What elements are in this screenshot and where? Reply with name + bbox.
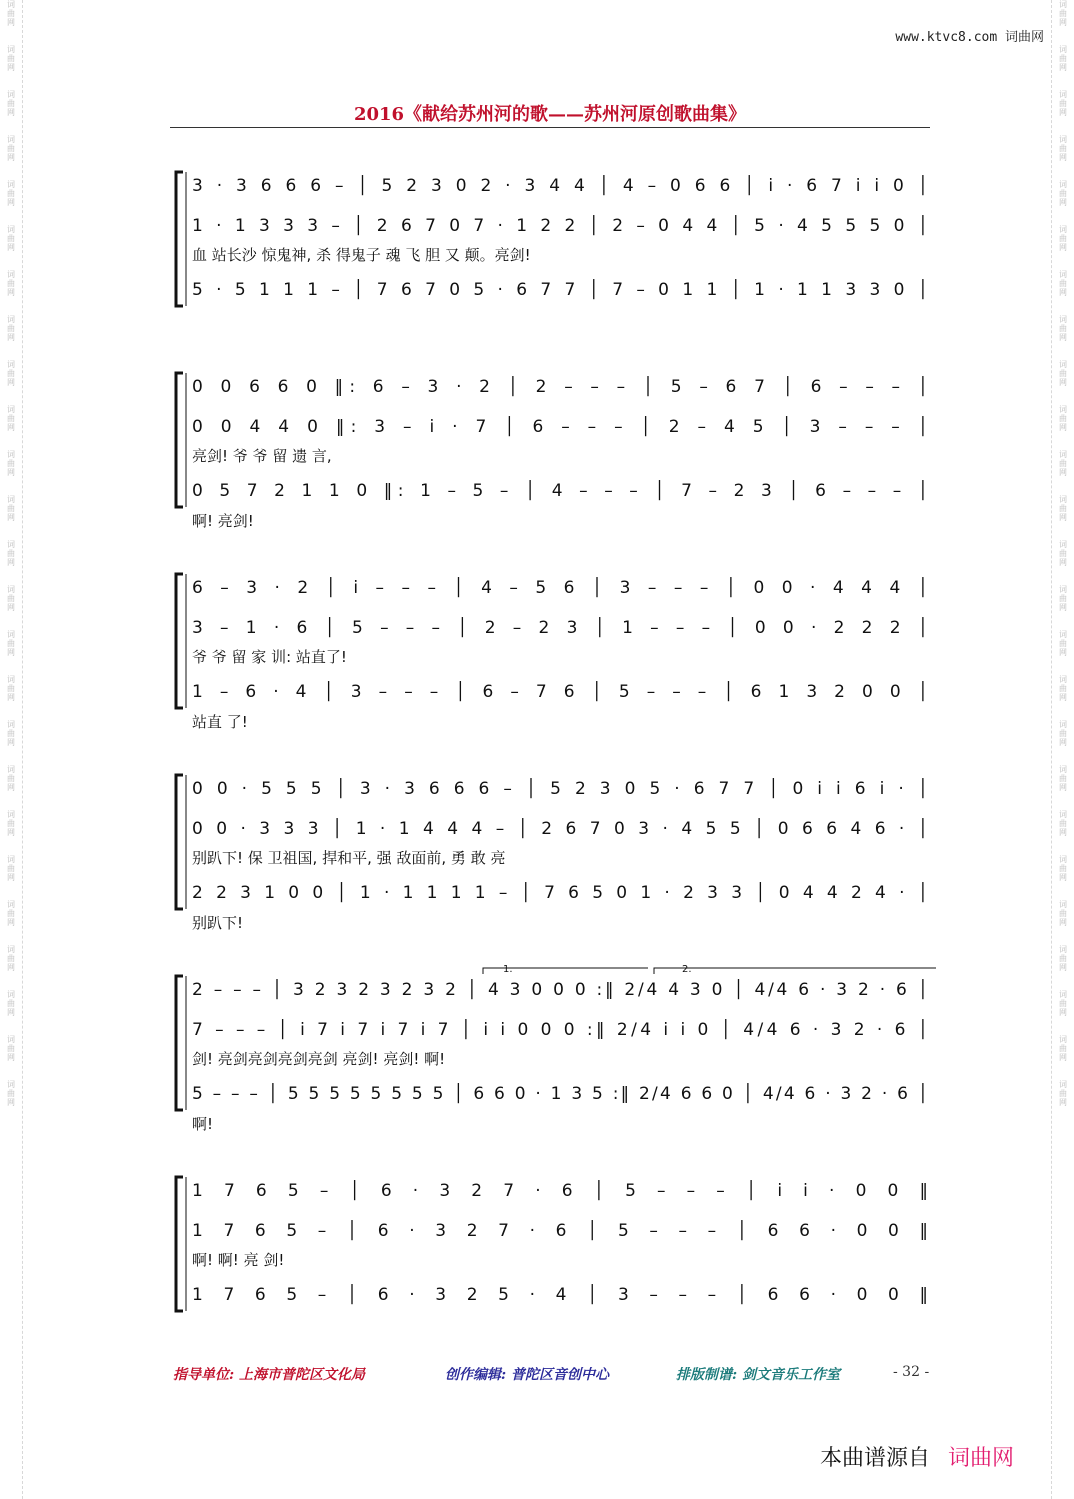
notation-line: 0 0 6 6 0 ‖: 6 – 3 · 2 │ 2 – – – │ 5 – 6 7 │ 6 – – – │	[192, 377, 928, 397]
lyric-line: 啊! 啊! 亮 剑!	[192, 1251, 285, 1269]
notation-line: 3 · 3 6 6 6 – │ 5 2 3 0 2 · 3 4 4 │ 4 – 0 6 6 │ i · 6 7 i i 0 │	[192, 176, 928, 196]
lyric-line: 爷 爷 留 家 训: 站直了!	[192, 648, 347, 666]
lyric-line: 亮剑! 爷 爷 留 遗 言,	[192, 447, 332, 465]
lyric-line: 啊! 亮剑!	[192, 512, 254, 530]
system-brace	[176, 976, 183, 1110]
notation-line: 1 7 6 5 – │ 6 · 3 2 7 · 6 │ 5 – – – │ 6 6 · 0 0 ‖	[192, 1221, 928, 1241]
notation-line: 5 · 5 1 1 1 – │ 7 6 7 0 5 · 6 7 7 │ 7 – 0 1 1 │ 1 · 1 1 3 3 0 │	[192, 280, 929, 300]
volta-1-label: 1.	[503, 964, 513, 975]
lyric-line: 站直 了!	[192, 713, 248, 731]
system-brace	[176, 373, 183, 507]
notation-line: 1 · 1 3 3 3 – │ 2 6 7 0 7 · 1 2 2 │ 2 – 0 4 4 │ 5 · 4 5 5 5 0 │	[192, 216, 929, 236]
notation-line: 0 0 · 5 5 5 │ 3 · 3 6 6 6 – │ 5 2 3 0 5 · 6 7 7 │ 0 i i 6 i · │	[192, 779, 929, 799]
lyric-line: 啊!	[192, 1115, 214, 1133]
notation-line: 0 0 4 4 0 ‖: 3 – i · 7 │ 6 – – – │ 2 – 4 5 │ 3 – – – │	[192, 417, 928, 437]
notation-line: 3 – 1 · 6 │ 5 – – – │ 2 – 2 3 │ 1 – – – │ 0 0 · 2 2 2 │	[192, 618, 928, 638]
source-brand-link[interactable]: 词曲网	[948, 1446, 1015, 1471]
notation-line: 1 7 6 5 – │ 6 · 3 2 5 · 4 │ 3 – – – │ 6 6 · 0 0 ‖	[192, 1285, 928, 1305]
lyric-line: 别趴下! 保 卫祖国, 捍和平, 强 敌面前, 勇 敢 亮	[192, 849, 506, 867]
volta-2-label: 2.	[682, 964, 692, 975]
notation-line: 5 – – – │ 5 5 5 5 5 5 5 5 │ 6 6 0 · 1 3 5 :‖ 2/4 6 6 0 │ 4/4 6 · 3 2 · 6 │	[192, 1084, 928, 1104]
volta-bracket	[654, 968, 936, 974]
notation-line: 2 – – – │ 3 2 3 2 3 2 3 2 │ 4 3 0 0 0 :‖ 2/4 4 3 0 │ 4/4 6 · 3 2 · 6 │	[192, 980, 929, 1000]
system-brace	[176, 775, 183, 909]
notation-line: 1 – 6 · 4 │ 3 – – – │ 6 – 7 6 │ 5 – – – │ 6 1 3 2 0 0 │	[192, 682, 928, 702]
notation-line: 2 2 3 1 0 0 │ 1 · 1 1 1 1 – │ 7 6 5 0 1 · 2 3 3 │ 0 4 4 2 4 · │	[192, 883, 929, 903]
page-number: - 32 -	[893, 1364, 930, 1380]
system-brace	[176, 172, 183, 306]
notation-line: 6 – 3 · 2 │ i – – – │ 4 – 5 6 │ 3 – – – │ 0 0 · 4 4 4 │	[192, 578, 928, 598]
left-watermark-column: 词 曲 网 词 曲 网 词 曲 网 词 曲 网 词 曲 网 词 曲 网 词 曲 网 词 曲 网 词 曲 网 词 曲 网 词 曲 网 词 曲 网 词 曲 网 词 曲 网 词 曲 网 词 曲 网 词 曲 网 词 曲 网 词 曲 网 词 曲 网 词 曲 网 词 曲 网 词 曲 网 词 曲 网 词 曲 网	[7, 0, 15, 1107]
notation-line: 0 5 7 2 1 1 0 ‖: 1 – 5 – │ 4 – – – │ 7 – 2 3 │ 6 – – – │	[192, 481, 928, 501]
lyric-line: 剑! 亮剑亮剑亮剑亮剑 亮剑! 亮剑! 啊!	[192, 1050, 446, 1068]
footer-typesetter: 排版制谱: 剑文音乐工作室	[676, 1367, 841, 1383]
footer-editor: 创作编辑: 普陀区音创中心	[445, 1367, 610, 1383]
system-brace	[176, 1177, 183, 1311]
notation-line: 1 7 6 5 – │ 6 · 3 2 7 · 6 │ 5 – – – │ i i · 0 0 ‖	[192, 1181, 928, 1201]
system-brace	[176, 574, 183, 708]
notation-line: 7 – – – │ i 7 i 7 i 7 i 7 │ i i 0 0 0 :‖ 2/4 i i 0 │ 4/4 6 · 3 2 · 6 │	[192, 1020, 928, 1040]
footer-guide-unit: 指导单位: 上海市普陀区文化局	[173, 1367, 366, 1383]
site-url-header[interactable]: www.ktvc8.com 词曲网	[895, 30, 1044, 45]
source-prefix: 本曲谱源自	[820, 1446, 931, 1471]
lyric-line: 别趴下!	[192, 914, 244, 932]
right-watermark-column: 词 曲 网 词 曲 网 词 曲 网 词 曲 网 词 曲 网 词 曲 网 词 曲 网 词 曲 网 词 曲 网 词 曲 网 词 曲 网 词 曲 网 词 曲 网 词 曲 网 词 曲 网 词 曲 网 词 曲 网 词 曲 网 词 曲 网 词 曲 网 词 曲 网 词 曲 网 词 曲 网 词 曲 网 词 曲 网	[1059, 0, 1067, 1107]
source-credit	[820, 1441, 1014, 1472]
lyric-line: 血 站长沙 惊鬼神, 杀 得鬼子 魂 飞 胆 又 颠。亮剑!	[192, 246, 531, 264]
notation-line: 0 0 · 3 3 3 │ 1 · 1 4 4 4 – │ 2 6 7 0 3 · 4 5 5 │ 0 6 6 4 6 · │	[192, 819, 929, 839]
page-title: 2016《献给苏州河的歌——苏州河原创歌曲集》	[353, 104, 747, 125]
